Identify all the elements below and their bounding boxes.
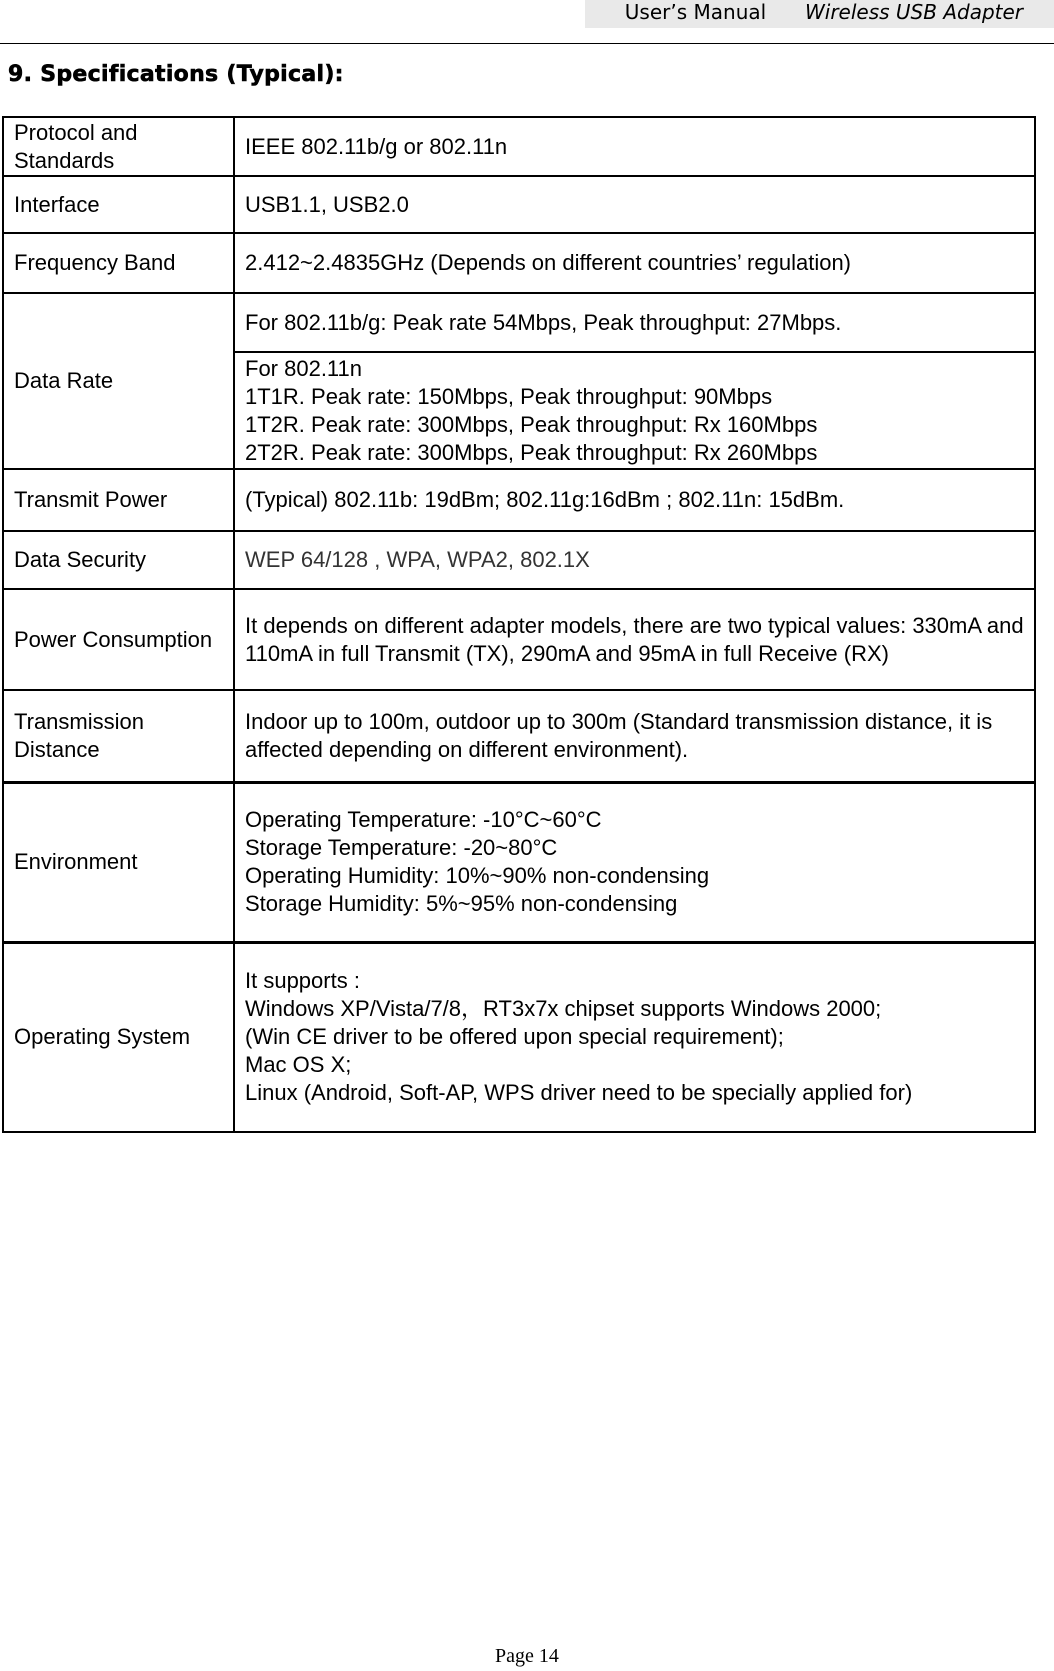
spec-row-operating-system [3,942,1035,1132]
spec-value-bg: For 802.11b/g: Peak rate 54Mbps, Peak throughput: 27Mbps. [234,293,1035,352]
header-rule [0,43,1054,44]
page-number: Page 14 [495,1645,559,1667]
spec-label: Frequency Band [3,233,234,293]
spec-value: Indoor up to 100m, outdoor up to 300m (Standard transmission distance, it is affected depending on different environment). [234,690,1035,782]
spec-line: 1T1R. Peak rate: 150Mbps, Peak throughput: 90Mbps [245,383,773,409]
spec-label: Data Security [3,531,234,589]
spec-row-environment [3,782,1035,942]
spec-value: IEEE 802.11b/g or 802.11n [234,117,1035,176]
spec-line: Mac OS X; [245,1052,352,1078]
page-header [0,0,1054,44]
spec-line: For 802.11n [245,355,363,381]
spec-line: Operating Humidity: 10%~90% non-condensing [245,863,710,888]
spec-value: (Typical) 802.11b: 19dBm; 802.11g:16dBm ; 802.11n: 15dBm. [234,469,1035,531]
spec-label: Data Rate [3,293,234,469]
spec-value: WEP 64/128 , WPA, WPA2, 802.1X [234,531,1035,589]
spec-table [2,116,1036,1133]
spec-value [234,782,1035,942]
spec-line: Operating Temperature: -10°C~60°C [245,807,602,832]
spec-row-frequency [3,233,1035,293]
spec-line: 2T2R. Peak rate: 300Mbps, Peak throughput: Rx 260Mbps [245,439,818,465]
spec-line: Windows XP/Vista/7/8，RT3x7x chipset supports Windows 2000; [245,996,882,1022]
spec-value: It depends on different adapter models, there are two typical values: 330mA and 110mA in full Transmit (TX), 290mA and 95mA in full Receive (RX) [234,589,1035,690]
spec-label: Operating System [3,942,234,1132]
spec-label: Environment [3,782,234,942]
spec-row-power-consumption [3,589,1035,690]
section-title: 9. Specifications (Typical): [8,62,344,87]
spec-label: Transmission Distance [3,690,234,782]
spec-label: Transmit Power [3,469,234,531]
header-manual-title: User’s Manual [624,0,767,24]
spec-line: Storage Temperature: -20~80°C [245,835,558,860]
spec-line: It supports : [245,968,360,994]
spec-row-transmit-power [3,469,1035,531]
spec-value: 2.412~2.4835GHz (Depends on different countries’ regulation) [234,233,1035,293]
spec-row-interface [3,176,1035,233]
spec-value-n [234,352,1035,469]
spec-label: Power Consumption [3,589,234,690]
spec-value [234,942,1035,1132]
spec-label: Protocol and Standards [3,117,234,176]
spec-row-data-rate [3,293,1035,352]
spec-line: Linux (Android, Soft-AP, WPS driver need to be specially applied for) [245,1080,913,1106]
spec-value: USB1.1, USB2.0 [234,176,1035,233]
spec-line: Storage Humidity: 5%~95% non-condensing [245,891,678,916]
header-product-name: Wireless USB Adapter [805,0,1024,24]
spec-row-data-security [3,531,1035,589]
spec-line: (Win CE driver to be offered upon special requirement); [245,1024,784,1050]
spec-line: 1T2R. Peak rate: 300Mbps, Peak throughput: Rx 160Mbps [245,411,818,437]
spec-row-protocol [3,117,1035,176]
spec-label: Interface [3,176,234,233]
spec-row-transmission-distance [3,690,1035,782]
